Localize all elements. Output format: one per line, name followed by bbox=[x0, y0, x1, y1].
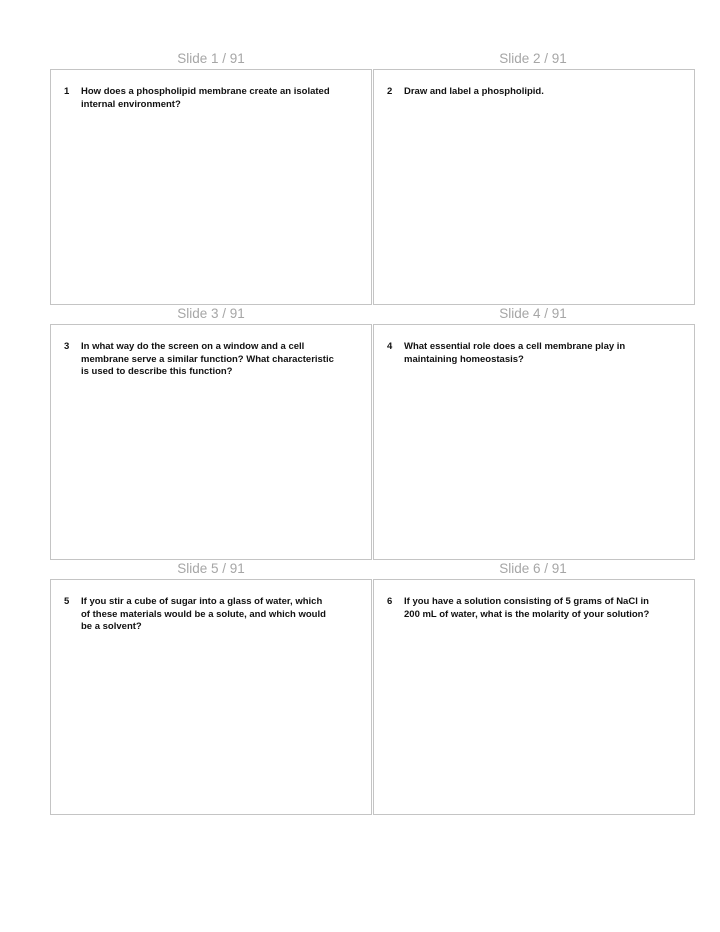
slide-row-2 bbox=[50, 305, 696, 561]
slide-label: Slide 5 / 91 bbox=[177, 561, 245, 576]
slide-card bbox=[373, 579, 695, 815]
question-text: If you stir a cube of sugar into a glass of water, which of these materials would be a solute, and which would be a solvent? bbox=[81, 596, 326, 632]
question-text: In what way do the screen on a window and a cell membrane serve a similar function? What characteristic is used to describe this function? bbox=[81, 341, 334, 377]
question-number: 1 bbox=[64, 86, 70, 97]
question-number: 6 bbox=[387, 596, 393, 607]
slide-card bbox=[50, 579, 372, 815]
slide-label: Slide 4 / 91 bbox=[499, 306, 567, 321]
question-number: 4 bbox=[387, 341, 393, 352]
question-number: 5 bbox=[64, 596, 70, 607]
slide-row-1 bbox=[50, 50, 696, 306]
question-text: How does a phospholipid membrane create an isolated internal environment? bbox=[81, 86, 330, 110]
slide-row-3 bbox=[50, 560, 696, 816]
slide-card bbox=[50, 69, 372, 305]
question-number: 2 bbox=[387, 86, 393, 97]
question-number: 3 bbox=[64, 341, 70, 352]
question-text: What essential role does a cell membrane play in maintaining homeostasis? bbox=[404, 341, 626, 365]
slide-label: Slide 3 / 91 bbox=[177, 306, 245, 321]
slide-card bbox=[50, 324, 372, 560]
slide-label: Slide 6 / 91 bbox=[499, 561, 567, 576]
question-text: Draw and label a phospholipid. bbox=[404, 86, 544, 97]
slide-card bbox=[373, 324, 695, 560]
question-text: If you have a solution consisting of 5 grams of NaCl in 200 mL of water, what is the molarity of your solution? bbox=[404, 596, 650, 620]
slide-label: Slide 2 / 91 bbox=[499, 51, 567, 66]
slide-label: Slide 1 / 91 bbox=[177, 51, 245, 66]
slide-card bbox=[373, 69, 695, 305]
